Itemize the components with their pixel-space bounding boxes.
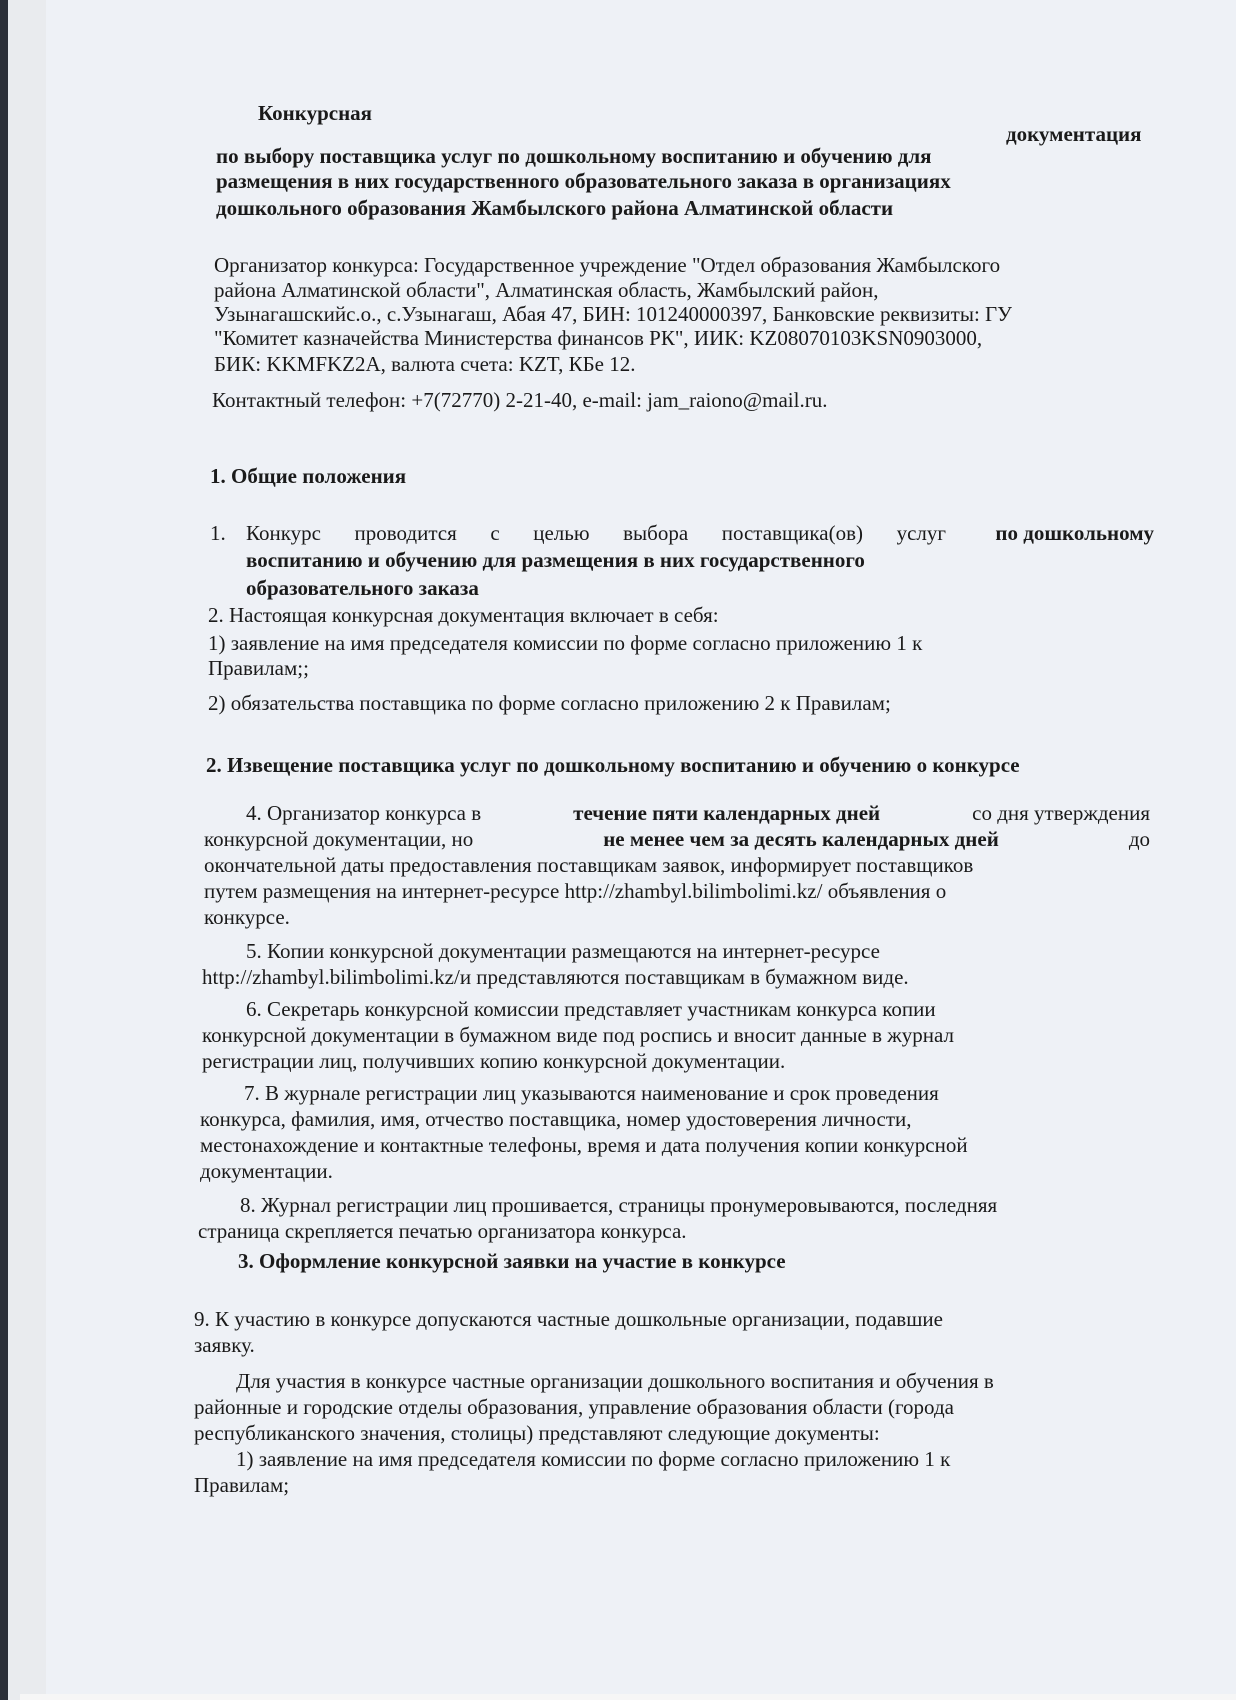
section-1-item-2: 2. Настоящая конкурсная документация включает в себя:	[208, 603, 719, 627]
paragraph-7-line-2: конкурса, фамилия, имя, отчество поставщика, номер удостоверения личности,	[200, 1107, 912, 1131]
p4-text-a: 4. Организатор конкурса в	[246, 801, 482, 825]
scan-edge-shadow	[0, 0, 8, 1700]
paragraph-10-1-line-1: 1) заявление на имя председателя комиссии по форме согласно приложению 1 к	[236, 1447, 951, 1471]
paragraph-10-line-2: районные и городские отделы образования, управление образования области (города	[194, 1395, 954, 1419]
section-1-heading: 1. Общие положения	[210, 464, 407, 488]
paragraph-8-line-2: страница скрепляется печатью организатора конкурса.	[198, 1219, 687, 1243]
title-word-left: Конкурсная	[258, 101, 373, 125]
section-1-item-2-1-line-2: Правилам;;	[208, 656, 309, 680]
p4-text-c: со дня утверждения	[972, 801, 1150, 825]
paragraph-10-line-1: Для участия в конкурсе частные организации дошкольного воспитания и обучения в	[236, 1369, 994, 1393]
paragraph-6-line-2: конкурсной документации в бумажном виде под роспись и вносит данные в журнал	[202, 1023, 954, 1047]
organizer-line-5: БИК: KKMFKZ2A, валюта счета: KZT, КБе 12.	[214, 352, 636, 376]
p4-line2-text-a: конкурсной документации, но	[204, 827, 474, 851]
paragraph-9-line-2: заявку.	[194, 1333, 255, 1357]
paragraph-7-line-1: 7. В журнале регистрации лиц указываются наименование и срок проведения	[244, 1081, 939, 1105]
p4-line2-bold-b: не менее чем за десять календарных дней	[603, 827, 999, 851]
section-2-heading: 2. Извещение поставщика услуг по дошкольному воспитанию и обучению о конкурсе	[206, 753, 1020, 777]
paragraph-4-line-5: конкурсе.	[204, 905, 290, 929]
organizer-line-2: района Алматинской области", Алматинская область, Жамбылский район,	[214, 278, 879, 302]
paragraph-8-line-1: 8. Журнал регистрации лиц прошивается, страницы пронумеровываются, последняя	[240, 1193, 998, 1217]
paragraph-7-line-3: местонахождение и контактные телефоны, время и дата получения копии конкурсной	[200, 1133, 968, 1157]
paragraph-5-line-2: http://zhambyl.bilimbolimi.kz/и представляются поставщикам в бумажном виде.	[202, 965, 909, 989]
organizer-line-4: "Комитет казначейства Министерства финансов РК", ИИК: KZ08070103KSN0903000,	[214, 326, 983, 350]
title-word-right: документация	[1006, 122, 1142, 146]
paragraph-10-line-3: республиканского значения, столицы) представляют следующие документы:	[194, 1421, 880, 1445]
paragraph-10-1-line-2: Правилам;	[194, 1473, 290, 1497]
item-1-plain-text: Конкурс проводится с целью выбора поставщика(ов) услуг	[246, 521, 946, 545]
organizer-line-3: Узынагашскийс.о., с.Узынагаш, Абая 47, БИН: 101240000397, Банковские реквизиты: ГУ	[214, 302, 1013, 326]
scan-margin-strip	[8, 0, 46, 1700]
title-line-3: размещения в них государственного образовательного заказа в организациях	[216, 169, 951, 193]
section-1-item-1-line-3: образовательного заказа	[246, 576, 479, 600]
paragraph-7-line-4: документации.	[200, 1159, 333, 1183]
section-1-item-2-2: 2) обязательства поставщика по форме согласно приложению 2 к Правилам;	[208, 691, 891, 715]
paragraph-5-line-1: 5. Копии конкурсной документации размещаются на интернет-ресурсе	[246, 939, 880, 963]
paragraph-9-line-1: 9. К участию в конкурсе допускаются частные дошкольные организации, подавшие	[194, 1307, 943, 1331]
item-1-bold-text: по дошкольному	[995, 521, 1154, 545]
title-line-2: по выбору поставщика услуг по дошкольному воспитанию и обучению для	[216, 144, 932, 168]
organizer-line-1: Организатор конкурса: Государственное учреждение "Отдел образования Жамбылского	[214, 253, 1001, 277]
organizer-contact: Контактный телефон: +7(72770) 2-21-40, e-mail: jam_raiono@mail.ru.	[212, 388, 828, 412]
p4-line2-text-c: до	[1128, 827, 1150, 851]
title-line-4: дошкольного образования Жамбылского района Алматинской области	[216, 196, 894, 220]
section-1-item-1-number: 1.	[210, 521, 226, 545]
paragraph-4-line-3: окончательной даты предоставления поставщикам заявок, информирует поставщиков	[204, 853, 974, 877]
p4-bold-b: течение пяти календарных дней	[573, 801, 881, 825]
scan-bottom-edge	[20, 1694, 1236, 1700]
section-1-item-1-line-2: воспитанию и обучению для размещения в них государственного	[246, 548, 865, 572]
paragraph-6-line-1: 6. Секретарь конкурсной комиссии представляет участникам конкурса копии	[246, 997, 936, 1021]
paragraph-4-line-1	[246, 800, 1150, 826]
paragraph-4-line-4: путем размещения на интернет-ресурсе http://zhambyl.bilimbolimi.kz/ объявления о	[204, 879, 947, 903]
section-1-item-2-1-line-1: 1) заявление на имя председателя комиссии по форме согласно приложению 1 к	[208, 631, 923, 655]
section-1-item-1-line-1	[246, 520, 1154, 546]
paragraph-4-line-2	[204, 826, 1150, 852]
section-3-heading: 3. Оформление конкурсной заявки на участие в конкурсе	[238, 1249, 786, 1273]
paragraph-6-line-3: регистрации лиц, получивших копию конкурсной документации.	[202, 1049, 786, 1073]
